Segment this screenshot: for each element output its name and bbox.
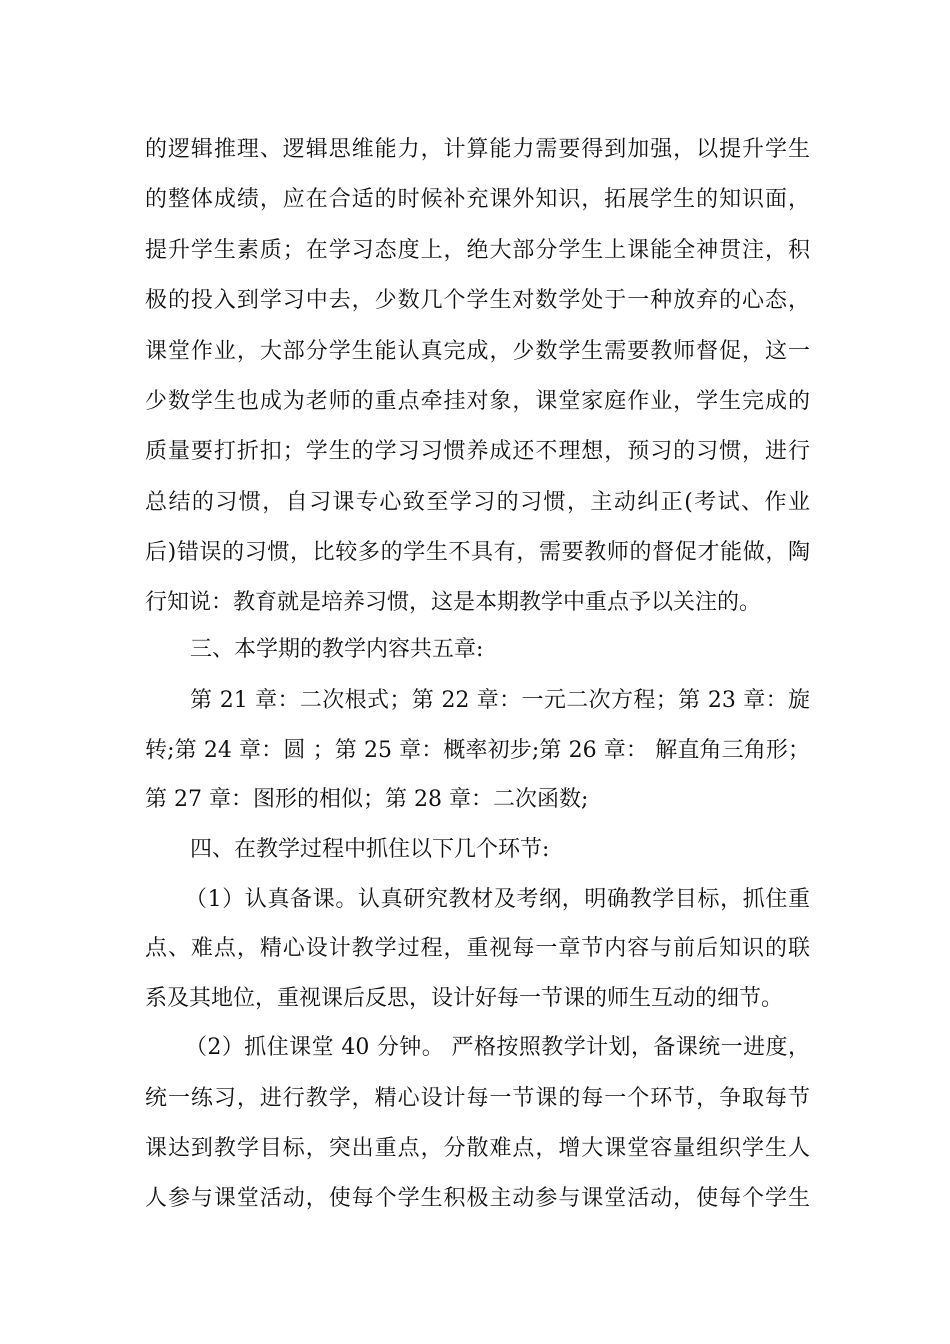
text-line: 课达到教学目标，突出重点，分散难点，增大课堂容量组织学生人 [145,1136,810,1161]
section-heading: 三、本学期的教学内容共五章: [190,637,484,662]
text-line: 行知说：教育就是培养习惯，这是本期教学中重点予以关注的。 [145,590,762,615]
text-line: 第 27 章：图形的相似；第 28 章：二次函数; [145,787,589,812]
text-line: 统一练习，进行教学，精心设计每一节课的每一个环节，争取每节 [145,1086,810,1111]
text-line: 转;第 24 章：圆 ；第 25 章：概率初步;第 26 章： 解直角三角形； [145,738,810,763]
text-line: 总结的习惯，自习课专心致至学习的习惯，主动纠正(考试、作业 [145,490,810,515]
text-line: 课堂作业，大部分学生能认真完成，少数学生需要教师督促，这一 [145,339,810,364]
text-line: 提升学生素质；在学习态度上，绝大部分学生上课能全神贯注，积 [145,238,810,263]
text-line: 第 21 章：二次根式；第 22 章：一元二次方程；第 23 章：旋 [190,688,810,713]
text-line: 后)错误的习惯，比较多的学生不具有，需要教师的督促才能做，陶 [145,540,810,565]
text-line: 的整体成绩，应在合适的时候补充课外知识，拓展学生的知识面， [145,187,810,212]
text-line: 的逻辑推理、逻辑思维能力，计算能力需要得到加强，以提升学生 [145,137,810,162]
text-line: 质量要打折扣；学生的学习习惯养成还不理想，预习的习惯，进行 [145,439,810,464]
text-line: 点、难点，精心设计教学过程，重视每一章节内容与前后知识的联 [145,936,810,961]
text-line: 极的投入到学习中去，少数几个学生对数学处于一种放弃的心态， [145,288,810,313]
text-line: （2）抓住课堂 40 分钟。 严格按照教学计划，备课统一进度， [185,1035,810,1060]
text-line: （1）认真备课。认真研究教材及考纲，明确教学目标，抓住重 [185,887,810,912]
text-line: 少数学生也成为老师的重点牵挂对象，课堂家庭作业，学生完成的 [145,389,810,414]
text-line: 系及其地位，重视课后反思，设计好每一节课的师生互动的细节。 [145,986,784,1011]
text-line: 人参与课堂活动，使每个学生积极主动参与课堂活动，使每个学生 [145,1186,810,1211]
section-heading: 四、在教学过程中抓住以下几个环节: [190,837,550,862]
